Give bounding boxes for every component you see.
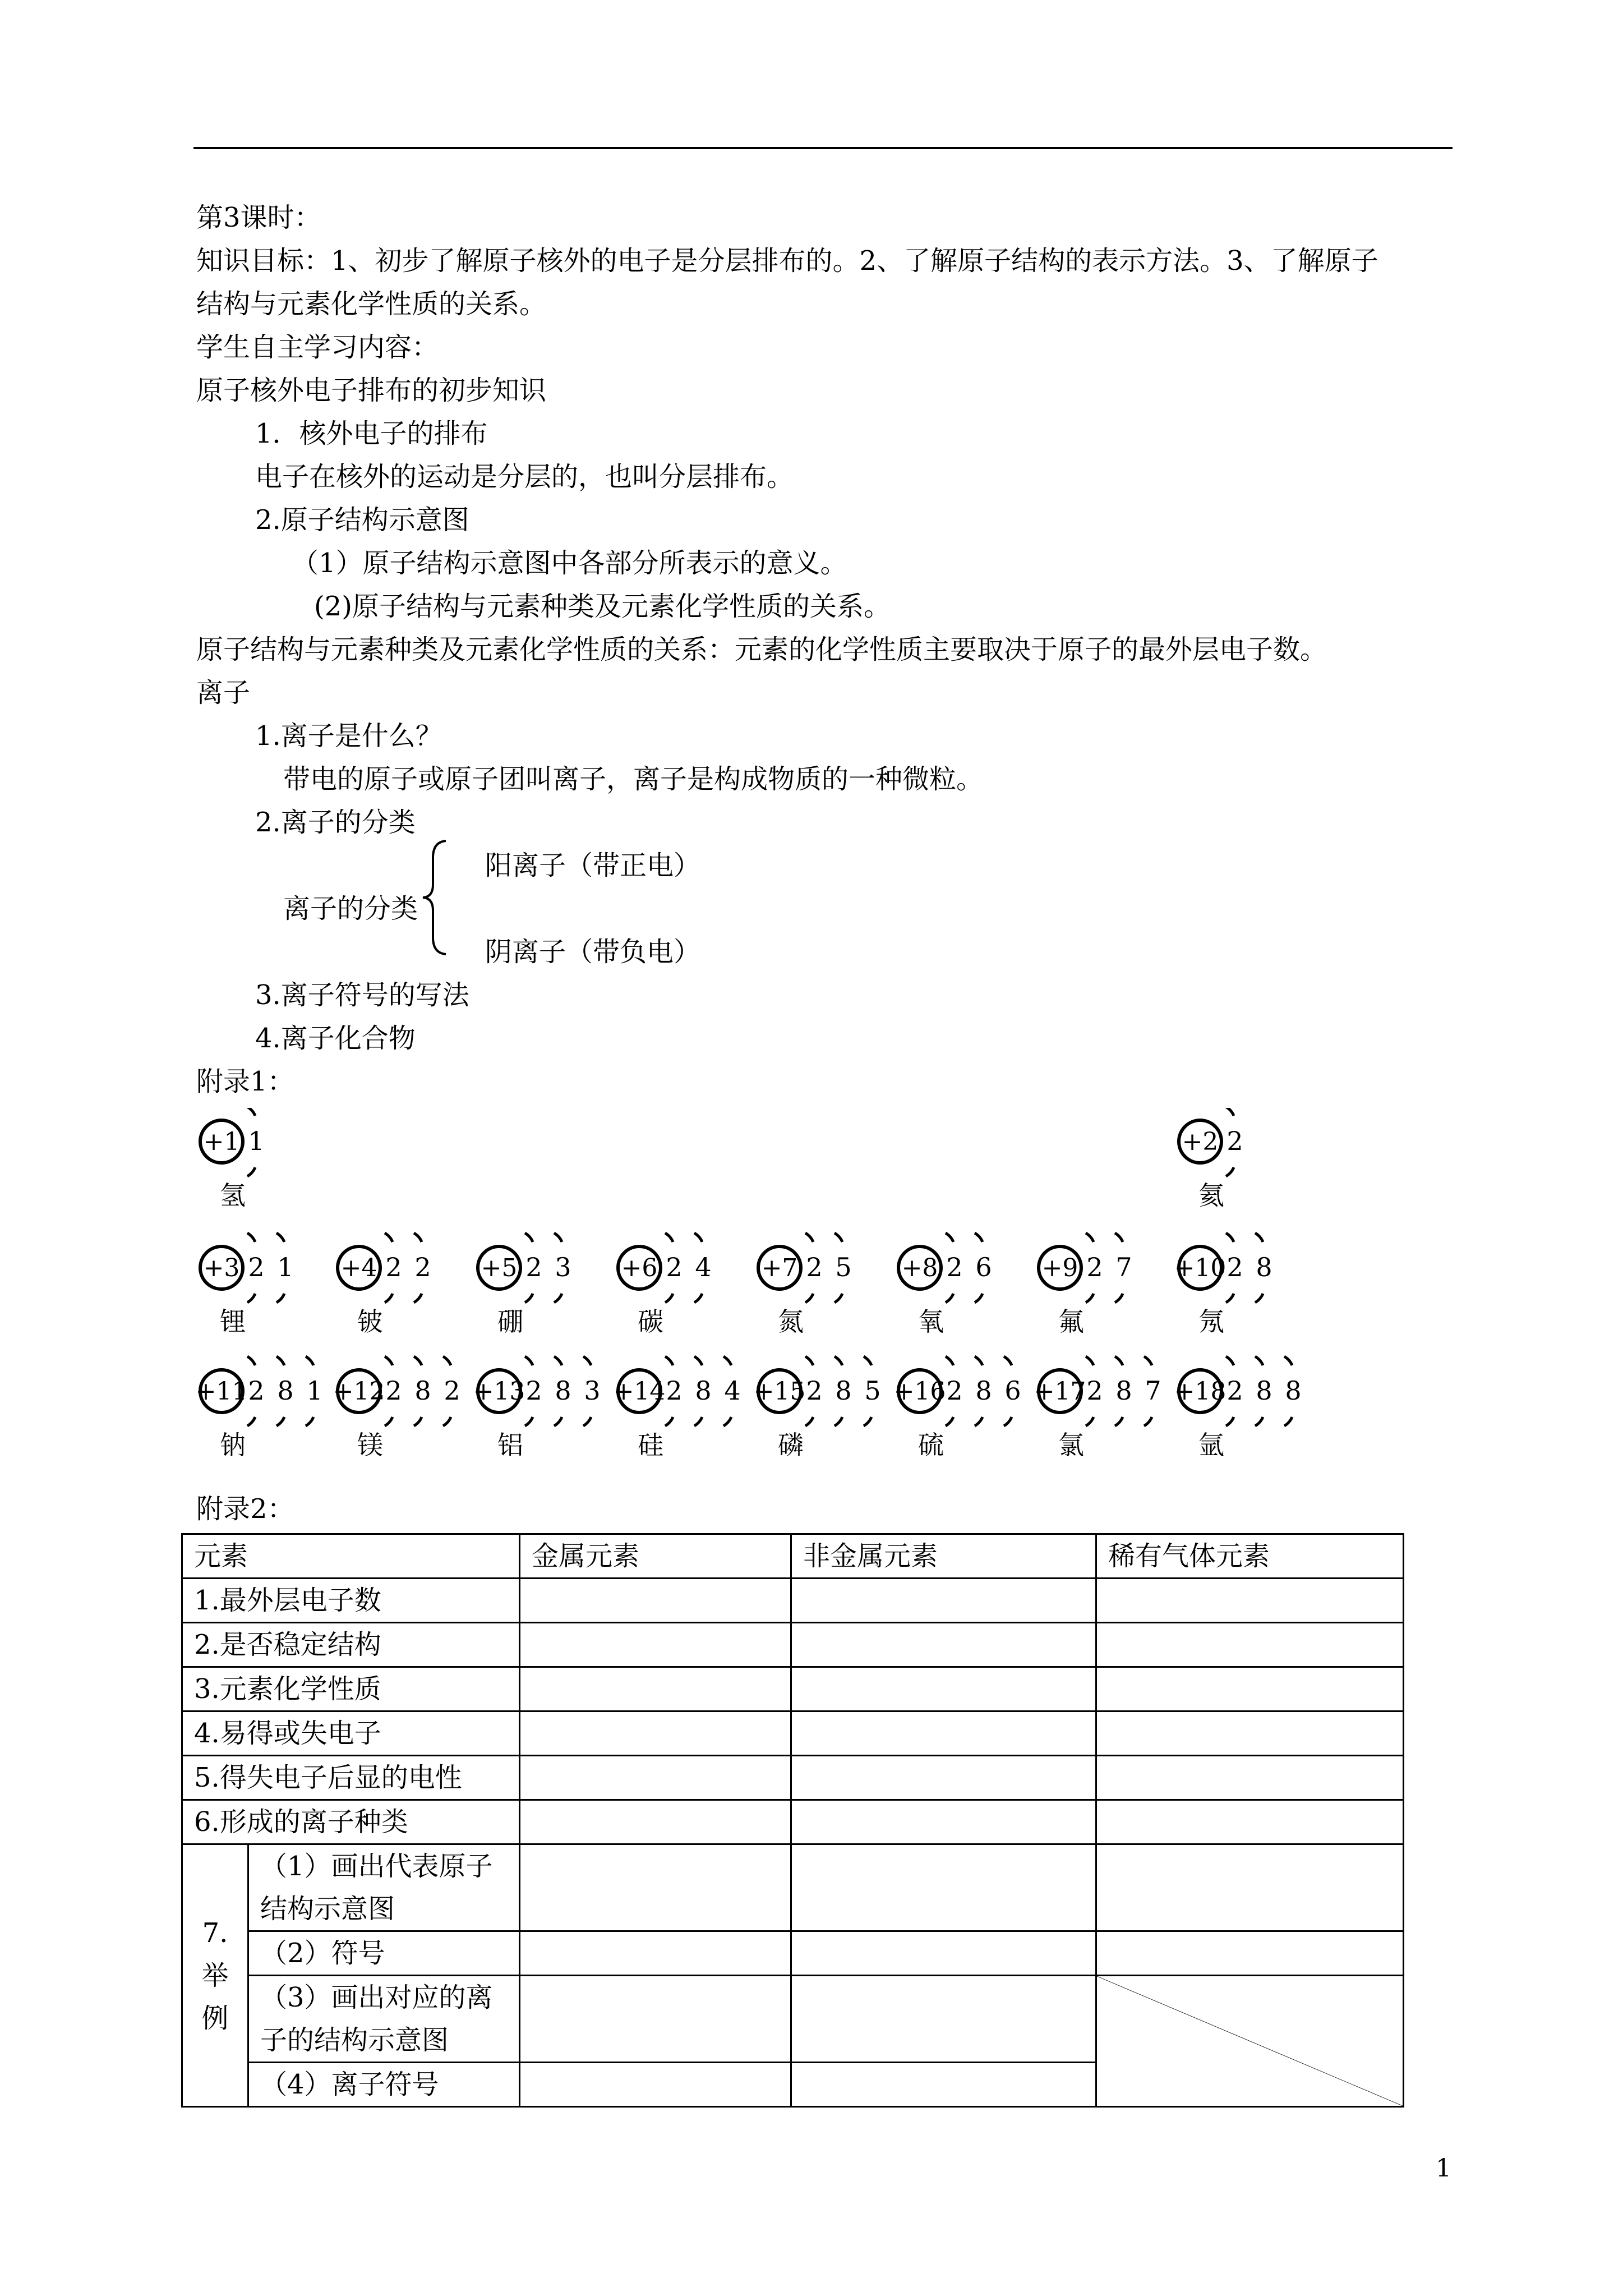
shell-arc-bottom (723, 1417, 731, 1426)
row-label: 3.元素化学性质 (182, 1667, 520, 1711)
example-row-label: （2）符号 (248, 1931, 520, 1976)
shell-arc-top (1226, 1108, 1234, 1116)
example-label (182, 1844, 248, 2107)
shell-electron-count: 1 (277, 1252, 294, 1282)
shell-electron-count: 2 (666, 1375, 683, 1406)
shell-arc-top (385, 1356, 393, 1365)
header-nonmetal: 非金属元素 (791, 1534, 1096, 1579)
table-row (182, 1756, 1404, 1800)
row-label: 4.易得或失电子 (182, 1711, 520, 1756)
example-label-part: 例 (201, 2002, 229, 2034)
element-name: 磷 (778, 1430, 804, 1460)
shell-arc-bottom (247, 1417, 255, 1426)
shell-arc-bottom (864, 1417, 872, 1426)
element-name: 氩 (1198, 1430, 1224, 1460)
nucleus-charge: +8 (901, 1254, 938, 1282)
cell-blank (791, 1579, 1096, 1623)
example-label-part: 举 (201, 1959, 229, 1991)
cell-blank (791, 1623, 1096, 1667)
shell-arc-top (1086, 1233, 1094, 1242)
shell-electron-count: 8 (1285, 1375, 1302, 1406)
atom-structure-diagrams (185, 1108, 1335, 1478)
element-name: 硅 (638, 1430, 663, 1460)
nucleus-charge: +14 (613, 1377, 666, 1406)
example-label-part: 7. (202, 1917, 228, 1949)
item-structure-sub1: （1）原子结构示意图中各部分所表示的意义。 (292, 547, 847, 579)
shell-arc-bottom (1226, 1294, 1234, 1303)
cell-blank (1096, 1931, 1404, 1976)
item-electron-arrangement-text: 电子在核外的运动是分层的，也叫分层排布。 (255, 461, 794, 493)
element-name: 氧 (918, 1306, 944, 1337)
shell-electron-count: 2 (525, 1375, 542, 1406)
shell-arc-top (1226, 1356, 1234, 1365)
row-label: 5.得失电子后显的电性 (182, 1756, 520, 1800)
cell-blank (791, 2063, 1096, 2107)
element-name: 钠 (220, 1430, 246, 1460)
shell-electron-count: 4 (724, 1375, 741, 1406)
shell-electron-count: 8 (277, 1375, 294, 1406)
element-name: 氦 (1198, 1180, 1224, 1211)
shell-electron-count: 2 (1227, 1126, 1243, 1156)
cell-blank (520, 1800, 791, 1844)
table-header-row (182, 1534, 1404, 1579)
nucleus-charge: +6 (621, 1254, 658, 1282)
cell-blank (520, 1844, 791, 1931)
nucleus-charge: +7 (761, 1254, 798, 1282)
shell-electron-count: 1 (248, 1126, 265, 1156)
shell-electron-count: 6 (975, 1252, 992, 1282)
cell-blank (520, 1931, 791, 1976)
item-structure-diagram: 2.原子结构示意图 (255, 504, 469, 536)
row-label: 1.最外层电子数 (182, 1579, 520, 1623)
shell-arc-top (975, 1356, 983, 1365)
ion-definition: 带电的原子或原子团叫离子，离子是构成物质的一种微粒。 (283, 763, 984, 795)
shell-arc-bottom (834, 1294, 842, 1303)
cell-blank (1096, 1667, 1404, 1711)
shell-arc-bottom (1255, 1294, 1263, 1303)
shell-electron-count: 2 (414, 1252, 431, 1282)
shell-electron-count: 8 (695, 1375, 712, 1406)
goal-line-1: 知识目标：1、初步了解原子核外的电子是分层排布的。2、了解原子结构的表示方法。3、了解原子 (196, 245, 1378, 277)
shell-electron-count: 7 (1115, 1252, 1132, 1282)
shell-electron-count: 2 (385, 1252, 402, 1282)
cell-blank (1096, 1800, 1404, 1844)
shell-arc-bottom (1004, 1417, 1012, 1426)
shell-arc-top (665, 1233, 673, 1242)
cell-blank (791, 1976, 1096, 2063)
curly-brace (421, 839, 454, 956)
shell-electron-count: 2 (385, 1375, 402, 1406)
cell-blank (791, 1756, 1096, 1800)
shell-electron-count: 5 (835, 1252, 852, 1282)
shell-arc-bottom (1144, 1417, 1152, 1426)
crossed-out-cell (1096, 1976, 1404, 2107)
row-label: 6.形成的离子种类 (182, 1800, 520, 1844)
shell-electron-count: 8 (1115, 1375, 1132, 1406)
shell-arc-bottom (946, 1417, 953, 1426)
shell-arc-top (694, 1356, 702, 1365)
shell-arc-top (1255, 1356, 1263, 1365)
cell-blank (791, 1711, 1096, 1756)
shell-arc-bottom (525, 1417, 533, 1426)
shell-electron-count: 5 (864, 1375, 881, 1406)
shell-arc-bottom (665, 1294, 673, 1303)
shell-arc-top (1284, 1356, 1292, 1365)
shell-arc-top (414, 1356, 422, 1365)
cell-blank (791, 1844, 1096, 1931)
shell-arc-bottom (554, 1417, 562, 1426)
shell-arc-bottom (276, 1417, 284, 1426)
shell-arc-bottom (443, 1417, 451, 1426)
shell-electron-count: 2 (444, 1375, 460, 1406)
shell-electron-count: 2 (1086, 1375, 1103, 1406)
shell-arc-top (247, 1356, 255, 1365)
shell-electron-count: 2 (248, 1252, 265, 1282)
shell-electron-count: 8 (975, 1375, 992, 1406)
shell-electron-count: 8 (835, 1375, 852, 1406)
nucleus-charge: +4 (340, 1254, 377, 1282)
shell-arc-bottom (805, 1417, 813, 1426)
cell-blank (520, 1623, 791, 1667)
shell-arc-top (554, 1356, 562, 1365)
nucleus-charge: +13 (473, 1377, 525, 1406)
shell-arc-top (665, 1356, 673, 1365)
example-row-label: （1）画出代表原子结构示意图 (248, 1844, 520, 1931)
shell-arc-bottom (1226, 1417, 1234, 1426)
shell-arc-top (525, 1356, 533, 1365)
shell-arc-top (946, 1356, 953, 1365)
example-row-label: （4）离子符号 (248, 2063, 520, 2107)
item-electron-arrangement: 1．核外电子的排布 (255, 418, 488, 449)
cell-blank (791, 1800, 1096, 1844)
shell-arc-top (834, 1233, 842, 1242)
shell-arc-top (276, 1356, 284, 1365)
shell-arc-bottom (946, 1294, 953, 1303)
shell-electron-count: 2 (248, 1375, 265, 1406)
shell-arc-bottom (1226, 1167, 1234, 1176)
cell-blank (520, 1579, 791, 1623)
cell-blank (520, 1667, 791, 1711)
shell-arc-top (723, 1356, 731, 1365)
shell-arc-top (946, 1233, 953, 1242)
cell-blank (520, 1756, 791, 1800)
shell-electron-count: 2 (1086, 1252, 1103, 1282)
lesson-period: 第3课时： (196, 202, 321, 233)
ion-symbol-writing: 3.离子符号的写法 (255, 979, 469, 1011)
nucleus-charge: +16 (893, 1377, 946, 1406)
shell-arc-bottom (694, 1417, 702, 1426)
table-row (182, 1711, 1404, 1756)
nucleus-charge: +15 (753, 1377, 806, 1406)
cell-blank (520, 2063, 791, 2107)
nucleus-charge: +3 (203, 1254, 240, 1282)
shell-arc-bottom (805, 1294, 813, 1303)
shell-electron-count: 2 (1227, 1375, 1243, 1406)
shell-arc-top (805, 1233, 813, 1242)
shell-arc-top (247, 1108, 255, 1116)
shell-arc-bottom (385, 1294, 393, 1303)
nucleus-charge: +5 (481, 1254, 518, 1282)
section-electron-config: 原子核外电子排布的初步知识 (196, 375, 547, 406)
appendix-2-heading: 附录2： (196, 1493, 294, 1525)
header-metal: 金属元素 (520, 1534, 791, 1579)
shell-electron-count: 8 (1256, 1375, 1272, 1406)
shell-arc-bottom (385, 1417, 393, 1426)
shell-arc-top (1226, 1233, 1234, 1242)
nucleus-charge: +17 (1034, 1377, 1086, 1406)
appendix-1-heading: 附录1： (196, 1066, 294, 1097)
shell-arc-top (694, 1233, 702, 1242)
shell-arc-bottom (554, 1294, 562, 1303)
table-row (182, 1800, 1404, 1844)
element-name: 硼 (497, 1306, 523, 1337)
shell-arc-bottom (834, 1417, 842, 1426)
table-row (182, 1623, 1404, 1667)
shell-electron-count: 6 (1004, 1375, 1021, 1406)
shell-electron-count: 2 (1227, 1252, 1243, 1282)
shell-arc-top (1115, 1356, 1123, 1365)
shell-arc-top (583, 1356, 591, 1365)
cell-blank (1096, 1579, 1404, 1623)
self-study-heading: 学生自主学习内容： (196, 332, 439, 363)
shell-electron-count: 2 (946, 1252, 963, 1282)
shell-arc-top (1086, 1356, 1094, 1365)
shell-arc-bottom (1086, 1294, 1094, 1303)
shell-arc-bottom (414, 1294, 422, 1303)
element-name: 硫 (918, 1430, 944, 1460)
shell-electron-count: 3 (555, 1252, 571, 1282)
shell-arc-bottom (1115, 1417, 1123, 1426)
element-name: 锂 (220, 1306, 246, 1337)
header-noble-gas: 稀有气体元素 (1096, 1534, 1404, 1579)
shell-arc-bottom (306, 1417, 313, 1426)
element-name: 氯 (1058, 1430, 1084, 1460)
nucleus-charge: +1 (203, 1128, 240, 1156)
shell-electron-count: 7 (1145, 1375, 1161, 1406)
shell-arc-top (864, 1356, 872, 1365)
shell-arc-top (414, 1233, 422, 1242)
cation-label: 阳离子（带正电） (485, 850, 701, 881)
table-row (182, 1579, 1404, 1623)
cell-blank (1096, 1844, 1404, 1931)
shell-arc-bottom (694, 1294, 702, 1303)
ion-question: 1.离子是什么？ (255, 720, 442, 752)
cell-blank (1096, 1756, 1404, 1800)
cell-blank (520, 1976, 791, 2063)
shell-arc-top (1255, 1233, 1263, 1242)
shell-electron-count: 8 (555, 1375, 571, 1406)
diagonal-line (1097, 1976, 1403, 2106)
shell-arc-top (306, 1356, 313, 1365)
nucleus-charge: +9 (1041, 1254, 1078, 1282)
shell-arc-top (247, 1233, 255, 1242)
element-name: 氖 (1198, 1306, 1224, 1337)
shell-electron-count: 2 (806, 1252, 823, 1282)
shell-arc-bottom (525, 1294, 533, 1303)
shell-arc-top (975, 1233, 983, 1242)
header-element: 元素 (182, 1534, 520, 1579)
ion-compound: 4.离子化合物 (255, 1023, 416, 1054)
shell-arc-bottom (276, 1294, 284, 1303)
shell-arc-top (385, 1233, 393, 1242)
element-name: 氢 (220, 1180, 246, 1211)
shell-arc-bottom (583, 1417, 591, 1426)
element-comparison-table (181, 1533, 1404, 2108)
shell-arc-top (1115, 1233, 1123, 1242)
shell-arc-bottom (1086, 1417, 1094, 1426)
shell-electron-count: 2 (806, 1375, 823, 1406)
element-name: 铝 (497, 1430, 523, 1460)
table-row (182, 1667, 1404, 1711)
shell-arc-bottom (247, 1294, 255, 1303)
shell-arc-bottom (975, 1294, 983, 1303)
shell-electron-count: 2 (666, 1252, 683, 1282)
cell-blank (791, 1931, 1096, 1976)
shell-arc-top (805, 1356, 813, 1365)
nucleus-charge: +10 (1174, 1254, 1227, 1282)
shell-electron-count: 2 (946, 1375, 963, 1406)
nucleus-charge: +11 (195, 1377, 248, 1406)
nucleus-charge: +18 (1174, 1377, 1227, 1406)
classification-label: 离子的分类 (283, 893, 418, 924)
table-row (182, 1931, 1404, 1976)
element-name: 氟 (1058, 1306, 1084, 1337)
ion-classification: 2.离子的分类 (255, 807, 416, 838)
element-name: 碳 (638, 1306, 663, 1337)
section-ions: 离子 (196, 677, 251, 708)
shell-arc-bottom (665, 1417, 673, 1426)
element-name: 铍 (357, 1306, 383, 1337)
shell-arc-top (443, 1356, 451, 1365)
shell-arc-bottom (247, 1167, 255, 1176)
shell-electron-count: 3 (584, 1375, 601, 1406)
shell-arc-bottom (975, 1417, 983, 1426)
cell-blank (1096, 1623, 1404, 1667)
nucleus-charge: +2 (1182, 1128, 1219, 1156)
shell-arc-bottom (1255, 1417, 1263, 1426)
header-rule (193, 147, 1453, 149)
shell-arc-top (1004, 1356, 1012, 1365)
page-number: 1 (1436, 2154, 1451, 2183)
shell-arc-top (554, 1233, 562, 1242)
shell-arc-top (525, 1233, 533, 1242)
element-name: 镁 (357, 1430, 383, 1460)
row-label: 2.是否稳定结构 (182, 1623, 520, 1667)
shell-arc-top (276, 1233, 284, 1242)
shell-electron-count: 8 (1256, 1252, 1272, 1282)
shell-arc-bottom (414, 1417, 422, 1426)
relation-text: 原子结构与元素种类及元素化学性质的关系：元素的化学性质主要取决于原子的最外层电子数。 (196, 634, 1327, 665)
example-row-label: （3）画出对应的离子的结构示意图 (248, 1976, 520, 2063)
cell-blank (520, 1711, 791, 1756)
item-structure-sub2: (2)原子结构与元素种类及元素化学性质的关系。 (314, 591, 891, 622)
cell-blank (1096, 1711, 1404, 1756)
shell-electron-count: 4 (695, 1252, 712, 1282)
shell-arc-top (1144, 1356, 1152, 1365)
shell-arc-top (834, 1356, 842, 1365)
anion-label: 阴离子（带负电） (485, 936, 701, 968)
shell-arc-bottom (1284, 1417, 1292, 1426)
shell-electron-count: 1 (306, 1375, 323, 1406)
nucleus-charge: +12 (333, 1377, 385, 1406)
cell-blank (791, 1667, 1096, 1711)
shell-electron-count: 8 (414, 1375, 431, 1406)
shell-electron-count: 2 (525, 1252, 542, 1282)
goal-line-2: 结构与元素化学性质的关系。 (196, 288, 547, 320)
shell-arc-bottom (1115, 1294, 1123, 1303)
element-name: 氮 (778, 1306, 804, 1337)
